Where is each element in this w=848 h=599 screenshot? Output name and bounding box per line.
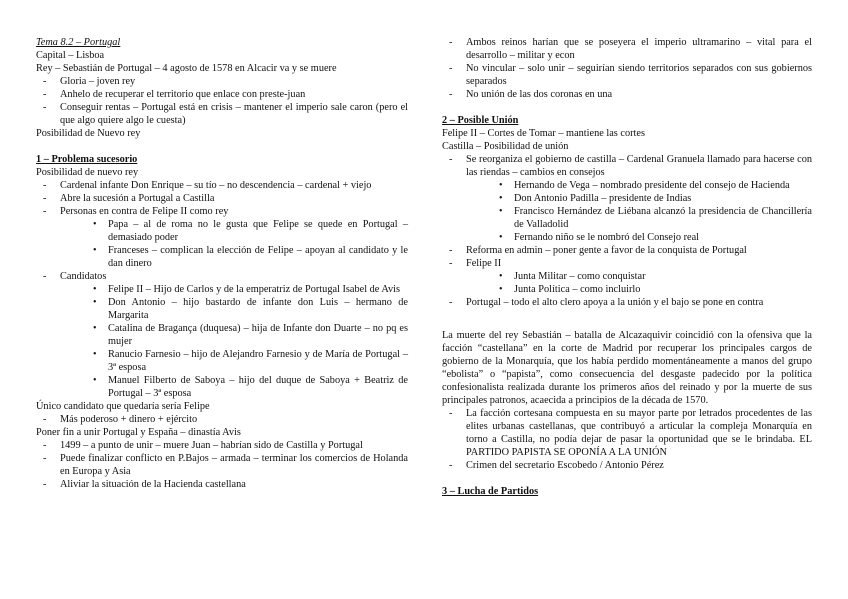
section-3-heading: 3 – Lucha de Partidos xyxy=(442,486,539,497)
sub-list-item: • Junta Política – como incluirlo xyxy=(442,283,812,296)
list-item: - 1499 – a punto de unir – muere Juan – habrían sido de Castilla y Portugal xyxy=(36,439,408,452)
section-2-heading: 2 – Posible Unión xyxy=(442,115,519,126)
possibility-line: Posibilidad de Nuevo rey xyxy=(36,128,141,139)
right-column xyxy=(442,36,812,498)
union-list xyxy=(442,153,812,309)
list-item: - Felipe II xyxy=(442,257,812,270)
candidate-item: • Catalina de Bragança (duquesa) – hija de Infante don Duarte – no pq es mujer xyxy=(36,322,408,348)
sub-list-item: • Papa – al de roma no le gusta que Felipe se quede en Portugal – demasiado poder xyxy=(36,218,408,244)
list-item: - Candidatos xyxy=(36,270,408,283)
section-2-line: Felipe II – Cortes de Tomar – mantiene las cortes xyxy=(442,128,645,139)
intro-line: Rey – Sebastián de Portugal – 4 agosto de 1578 en Alcacir va y se muere xyxy=(36,63,337,74)
section-2-line: Castilla – Posibilidad de unión xyxy=(442,141,569,152)
succession-list xyxy=(36,179,408,400)
sub-list-item: • Francisco Hernández de Liébana alcanzó la presidencia de Chancillería de Valladolid xyxy=(442,205,812,231)
list-item: - Conseguir rentas – Portugal está en crisis – mantener el imperio sale caron (pero el que algo quiere algo le cuesta) xyxy=(36,101,408,127)
list-item: - Personas en contra de Felipe II como rey xyxy=(36,205,408,218)
candidate-item: • Ranucio Farnesio – hijo de Alejandro Farnesio y de María de Portugal – 3ª esposa xyxy=(36,348,408,374)
unique-candidate-line: Único candidato que quedaría sería Felipe xyxy=(36,401,210,412)
list-item: - Reforma en admin – poner gente a favor de la conquista de Portugal xyxy=(442,244,812,257)
list-item: - Abre la sucesión a Portugal a Castilla xyxy=(36,192,408,205)
list-item: - Crimen del secretario Escobedo / Antonio Pérez xyxy=(442,459,812,472)
sub-list-item: • Hernando de Vega – nombrado presidente del consejo de Hacienda xyxy=(442,179,812,192)
list-item: - Aliviar la situación de la Hacienda castellana xyxy=(36,478,408,491)
list-item: - No unión de las dos coronas en una xyxy=(442,88,812,101)
list-item: - Ambos reinos harían que se poseyera el imperio ultramarino – vital para el desarrollo – militar y econ xyxy=(442,36,812,62)
end-list xyxy=(36,439,408,491)
paragraph-list xyxy=(442,407,812,472)
intro-list xyxy=(36,75,408,127)
sub-list-item: • Junta Militar – como conquistar xyxy=(442,270,812,283)
list-item: - Cardenal infante Don Enrique – su tío – no descendencia – cardenal + viejo xyxy=(36,179,408,192)
list-item: - Anhelo de recuperar el territorio que enlace con preste-juan xyxy=(36,88,408,101)
section-1-heading: 1 – Problema sucesorio xyxy=(36,154,138,165)
section-1-subtitle: Posibilidad de nuevo rey xyxy=(36,167,139,178)
list-item: - No vincular – solo unir – seguirían siendo territorios separados con sus gobiernos separados xyxy=(442,62,812,88)
topic-title: Tema 8.2 – Portugal xyxy=(36,37,121,48)
candidate-item: • Don Antonio – hijo bastardo de infante don Luis – hermano de Margarita xyxy=(36,296,408,322)
sub-list-item: • Fernando niño se le nombró del Consejo real xyxy=(442,231,812,244)
top-list xyxy=(442,36,812,101)
list-item: - La facción cortesana compuesta en su mayor parte por letrados procedentes de las elites urbanas castellanas, que contribuyó a articular la compleja Monarquía en torno a Castilla, no podía dejar de pasar la oportunidad que se le brindaba. EL PARTIDO PAPISTA SE OPONÍA A LA UNIÓN xyxy=(442,407,812,459)
list-item: - Se reorganiza el gobierno de castilla – Cardenal Granuela llamado para hacerse con las riendas – cambios en consejos xyxy=(442,153,812,179)
left-column xyxy=(36,36,408,491)
candidate-item: • Manuel Filberto de Saboya – hijo del duque de Saboya + Beatriz de Portugal – 3ª esposa xyxy=(36,374,408,400)
list-item: - Puede finalizar conflicto en P.Bajos – armada – terminar los comercios de Holanda en Europa y Asia xyxy=(36,452,408,478)
sub-list-item: • Don Antonio Padilla – presidente de Indias xyxy=(442,192,812,205)
end-line: Poner fin a unir Portugal y España – dinastía Avis xyxy=(36,427,241,438)
death-paragraph: La muerte del rey Sebastián – batalla de Alcazaquivir coincidió con la ofensiva que la facción “castellana” en la corte de Madrid por recuperar los principales cargos de gobierno de la Monarquía, que los había perdido momentáneamente a manos del grupo “ebolista” o “papista”, como consecuencia del desgaste padecido por la política confesionalista realizada durante los primeros años del reinado y por la muerte de sus principales patronos, acaecida a principios de la década de 1570. xyxy=(442,330,812,406)
candidate-item: • Felipe II – Hijo de Carlos y de la emperatriz de Portugal Isabel de Avis xyxy=(36,283,408,296)
sub-list-item: • Franceses – complican la elección de Felipe – apoyan al candidato y le dan dinero xyxy=(36,244,408,270)
list-item: - Más poderoso + dinero + ejército xyxy=(36,413,408,426)
intro-line: Capital – Lisboa xyxy=(36,50,105,61)
list-item: - Portugal – todo el alto clero apoya a la unión y el bajo se pone en contra xyxy=(442,296,812,309)
list-item: - Gloria – joven rey xyxy=(36,75,408,88)
